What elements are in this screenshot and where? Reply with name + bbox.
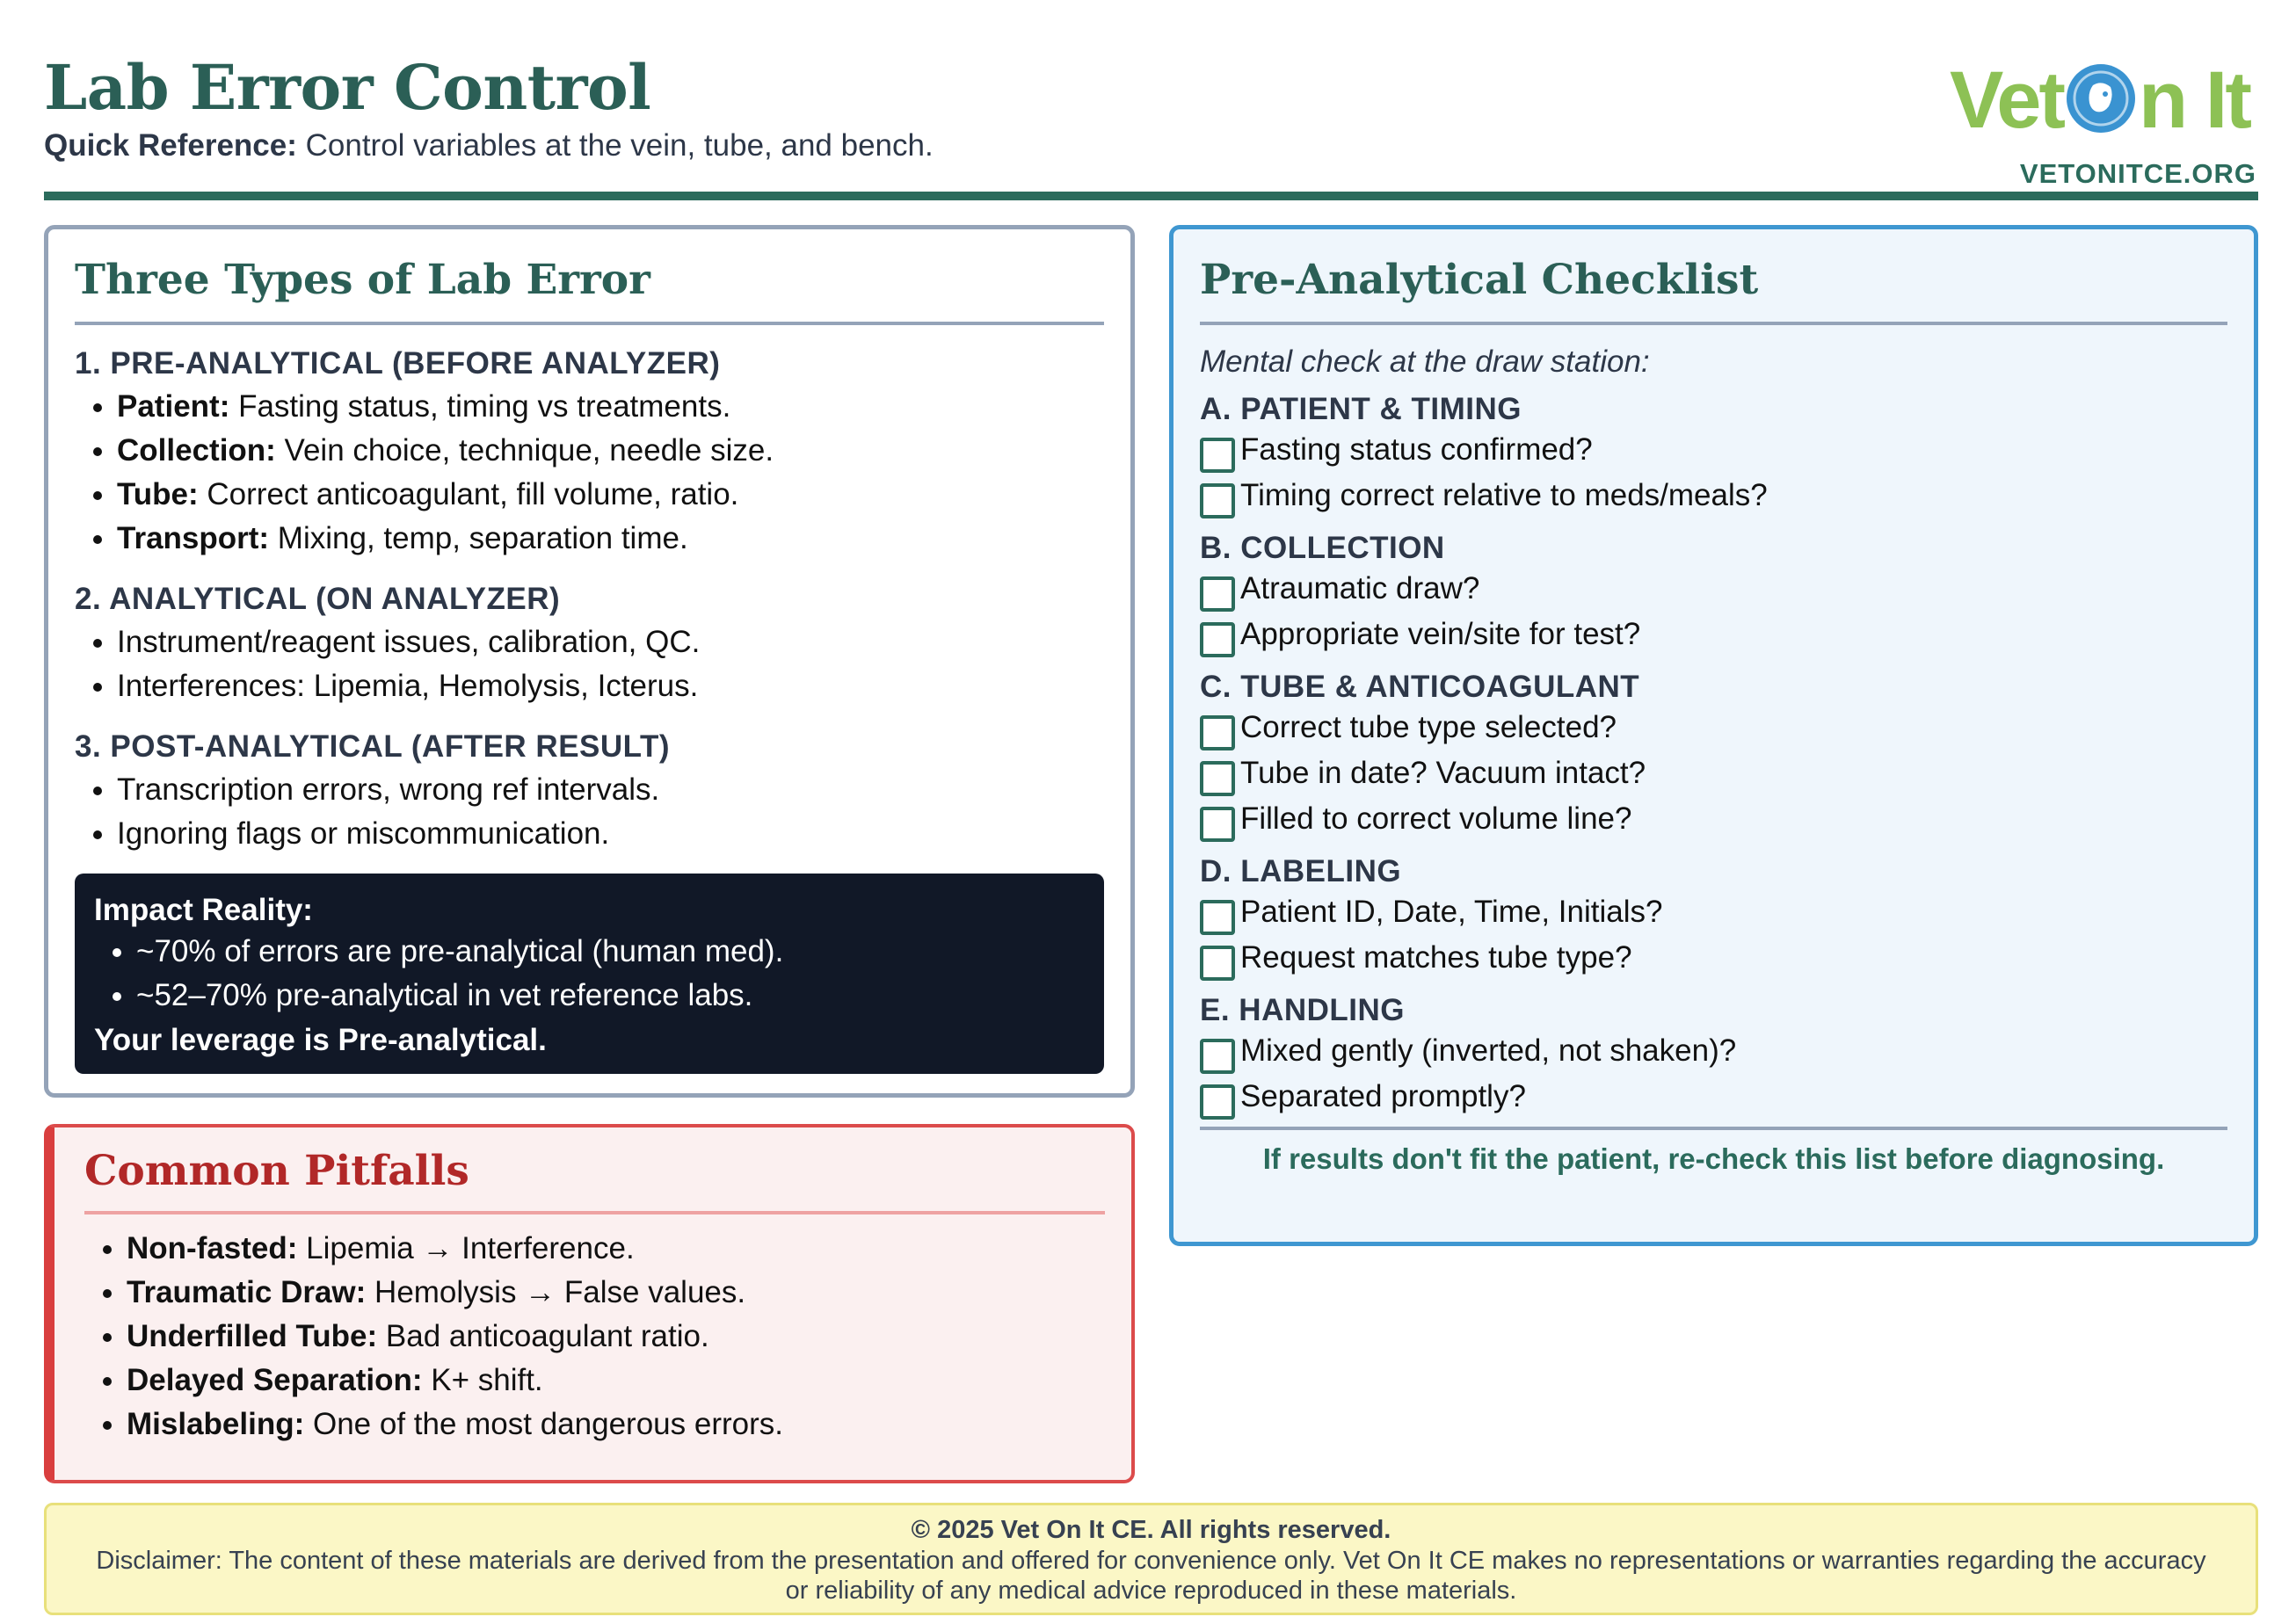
item-text: One of the most dangerous errors. <box>304 1407 783 1441</box>
checklist-group-heading: A. PATIENT & TIMING <box>1200 392 1522 426</box>
list-item <box>127 1403 1105 1446</box>
panel-title: Common Pitfalls <box>84 1147 469 1195</box>
checklist-item[interactable] <box>1200 1028 2227 1074</box>
list-item <box>127 1271 1105 1315</box>
pre-analytical-list <box>75 385 1104 561</box>
pre-analytical-checklist-panel <box>1169 225 2258 1246</box>
item-label: Mislabeling: <box>127 1407 305 1441</box>
post-analytical-list <box>75 768 1104 856</box>
section-heading: 3. POST-ANALYTICAL (AFTER RESULT) <box>75 729 670 764</box>
item-label: Underfilled Tube: <box>127 1319 378 1353</box>
item-label: Collection: <box>117 433 276 468</box>
checklist-item[interactable] <box>1200 473 2227 518</box>
checklist-item-label: Filled to correct volume line? <box>1240 801 1632 836</box>
item-label: Transport: <box>117 521 270 555</box>
panel-title: Pre-Analytical Checklist <box>1200 256 1759 304</box>
disclaimer-text: Disclaimer: The content of these materials are derived from the presentation and offered for convenience only. Vet On It CE makes no representations or warranties regarding the accuracy or reliability of any medical advice reproduced in these materials. <box>96 1547 2206 1605</box>
checklist-item[interactable] <box>1200 935 2227 981</box>
subtitle-label: Quick Reference: <box>44 128 297 163</box>
checkbox[interactable] <box>1200 761 1235 796</box>
checklist-item-label: Request matches tube type? <box>1240 940 1632 975</box>
impact-footer: Your leverage is Pre-analytical. <box>94 1023 547 1057</box>
logo-word-right: n It <box>2139 55 2249 145</box>
section-heading: 1. PRE-ANALYTICAL (BEFORE ANALYZER) <box>75 346 721 381</box>
checklist-item-label: Mixed gently (inverted, not shaken)? <box>1240 1033 1737 1068</box>
checklist-item-label: Fasting status confirmed? <box>1240 432 1593 467</box>
checklist-group-heading: C. TUBE & ANTICOAGULANT <box>1200 670 1640 704</box>
checklist-item-label: Atraumatic draw? <box>1240 571 1480 605</box>
checklist-item[interactable] <box>1200 427 2227 473</box>
disclaimer-box <box>44 1503 2258 1615</box>
logo-url: VETONITCE.ORG <box>2019 158 2256 189</box>
checklist-item[interactable] <box>1200 796 2227 842</box>
checklist-item[interactable] <box>1200 612 2227 657</box>
list-item: • Transcription errors, wrong ref intervals. <box>117 768 1104 812</box>
list-item: • Interferences: Lipemia, Hemolysis, Icterus. <box>117 664 1104 708</box>
subtitle-text: Control variables at the vein, tube, and bench. <box>296 128 934 163</box>
vet-on-it-logo <box>1898 55 2256 189</box>
list-item <box>127 1227 1105 1271</box>
impact-reality-box <box>75 874 1104 1074</box>
list-item: • Ignoring flags or miscommunication. <box>117 812 1104 856</box>
checkbox[interactable] <box>1200 576 1235 612</box>
checklist-item-label: Patient ID, Date, Time, Initials? <box>1240 895 1663 929</box>
page-title: Lab Error Control <box>44 51 651 124</box>
item-label: Delayed Separation: <box>127 1363 423 1397</box>
list-item <box>117 429 1104 473</box>
item-label: Patient: <box>117 389 230 424</box>
item-text: Fasting status, timing vs treatments. <box>229 389 731 424</box>
checkbox[interactable] <box>1200 1084 1235 1120</box>
checkbox[interactable] <box>1200 807 1235 842</box>
checklist-item-label: Appropriate vein/site for test? <box>1240 617 1641 651</box>
item-text: Bad anticoagulant ratio. <box>377 1319 709 1353</box>
checklist-group-heading: D. LABELING <box>1200 854 1402 888</box>
item-text: Mixing, temp, separation time. <box>269 521 688 555</box>
checklist-divider <box>1200 1127 2227 1130</box>
panel-divider <box>75 322 1104 325</box>
checklist-item[interactable] <box>1200 566 2227 612</box>
item-label: Tube: <box>117 477 199 511</box>
list-item <box>127 1315 1105 1359</box>
checklist-item-label: Separated promptly? <box>1240 1079 1526 1113</box>
checklist-item-label: Correct tube type selected? <box>1240 710 1617 744</box>
impact-list <box>94 930 1085 1018</box>
checklist-intro: Mental check at the draw station: <box>1200 344 1650 379</box>
checklist-item-label: Tube in date? Vacuum intact? <box>1240 756 1646 790</box>
checklist-footer-note: If results don't fit the patient, re-check this list before diagnosing. <box>1262 1142 2165 1175</box>
dog-head-icon <box>2067 64 2135 133</box>
checkbox[interactable] <box>1200 438 1235 473</box>
three-types-panel <box>44 225 1135 1098</box>
item-label: Traumatic Draw: <box>127 1275 367 1309</box>
panel-divider <box>84 1211 1105 1214</box>
item-text: Lipemia → Interference. <box>297 1231 635 1265</box>
list-item: • Instrument/reagent issues, calibration, QC. <box>117 620 1104 664</box>
common-pitfalls-panel <box>44 1124 1135 1483</box>
pitfalls-list <box>84 1227 1105 1446</box>
page-subtitle <box>44 128 934 163</box>
list-item <box>117 473 1104 517</box>
checkbox[interactable] <box>1200 483 1235 518</box>
logo-wordmark <box>1950 56 2249 144</box>
list-item: • ~52–70% pre-analytical in vet reference labs. <box>136 974 1085 1018</box>
logo-word-left: Vet <box>1949 55 2064 145</box>
panel-divider <box>1200 322 2227 325</box>
checkbox[interactable] <box>1200 1039 1235 1074</box>
checklist-item[interactable] <box>1200 1074 2227 1120</box>
page-header <box>44 44 2258 200</box>
checklist-item-label: Timing correct relative to meds/meals? <box>1240 478 1768 512</box>
item-text: Correct anticoagulant, fill volume, ratio. <box>198 477 739 511</box>
item-text: K+ shift. <box>422 1363 543 1397</box>
copyright-notice: © 2025 Vet On It CE. All rights reserved. <box>911 1516 1391 1544</box>
checklist-group-heading: B. COLLECTION <box>1200 531 1445 565</box>
impact-heading: Impact Reality: <box>94 893 313 927</box>
panel-title: Three Types of Lab Error <box>75 256 650 304</box>
checklist-group-heading: E. HANDLING <box>1200 993 1405 1027</box>
item-text: Hemolysis → False values. <box>366 1275 746 1309</box>
list-item: • ~70% of errors are pre-analytical (human med). <box>136 930 1085 974</box>
checklist-item[interactable] <box>1200 889 2227 935</box>
list-item <box>117 517 1104 561</box>
checkbox[interactable] <box>1200 900 1235 935</box>
list-item <box>127 1359 1105 1403</box>
checkbox[interactable] <box>1200 946 1235 981</box>
checkbox[interactable] <box>1200 622 1235 657</box>
item-text: Vein choice, technique, needle size. <box>275 433 774 468</box>
analytical-list <box>75 620 1104 708</box>
checklist-item[interactable] <box>1200 750 2227 796</box>
header-divider <box>44 192 2258 200</box>
checklist-item[interactable] <box>1200 705 2227 750</box>
checkbox[interactable] <box>1200 715 1235 750</box>
item-label: Non-fasted: <box>127 1231 298 1265</box>
list-item <box>117 385 1104 429</box>
section-heading: 2. ANALYTICAL (ON ANALYZER) <box>75 582 561 616</box>
